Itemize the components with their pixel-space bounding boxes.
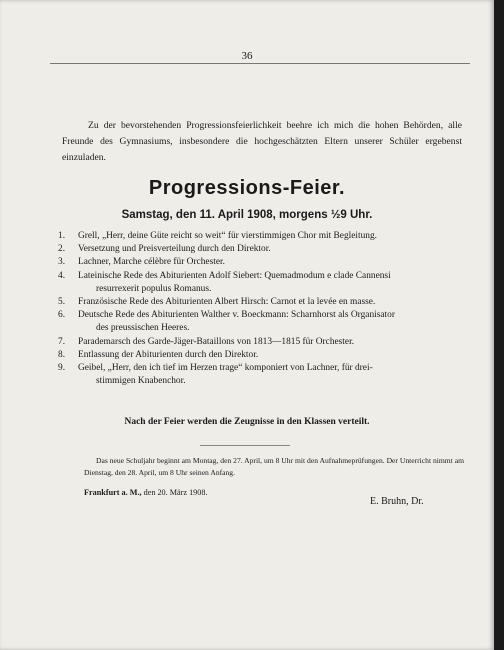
program-item-text: Deutsche Rede des Abiturienten Walther v. Boeckmann: Scharnhorst als Organisator xyxy=(78,310,395,321)
program-list xyxy=(58,230,466,388)
signature: E. Bruhn, Dr. xyxy=(370,496,424,507)
program-item xyxy=(58,230,466,243)
program-item-continuation: des preussischen Heeres. xyxy=(96,323,190,334)
program-item-number: 7. xyxy=(58,336,66,347)
place-name: Frankfurt a. M., xyxy=(84,488,142,497)
program-item-continuation: resurrexerit populus Romanus. xyxy=(96,283,212,294)
program-item xyxy=(58,270,466,296)
program-item-text: Französische Rede des Abiturienten Albert Hirsch: Carnot et la levée en masse. xyxy=(78,297,376,308)
document-date: den 20. März 1908. xyxy=(143,488,208,497)
program-item-number: 3. xyxy=(58,257,66,268)
page-title: Progressions-Feier. xyxy=(148,177,346,199)
program-item xyxy=(58,349,466,362)
event-date: Samstag, den 11. April 1908, morgens ½9 Uhr. xyxy=(121,209,373,221)
program-item xyxy=(58,336,466,349)
program-item-text: Lateinische Rede des Abiturienten Adolf Siebert: Quemadmodum e clade Cannensi xyxy=(78,270,391,281)
program-item-text: Parademarsch des Garde-Jäger-Bataillons von 1813—1815 für Orchester. xyxy=(78,336,355,347)
page-number: 36 xyxy=(241,50,253,62)
header-rule xyxy=(50,63,470,64)
program-item xyxy=(58,243,466,256)
program-item-number: 1. xyxy=(58,231,66,241)
program-item xyxy=(58,256,466,269)
school-year-notice xyxy=(84,455,464,479)
program-item-text: Entlassung der Abiturienten durch den Direktor. xyxy=(78,349,259,360)
program-item-text: Lachner, Marche célèbre für Orchester. xyxy=(78,257,225,268)
program-item-number: 6. xyxy=(58,310,66,321)
invitation-paragraph xyxy=(62,118,462,166)
program-item xyxy=(58,296,466,309)
notice-text: Das neue Schuljahr beginnt am Montag, den 27. April, um 8 Uhr mit den Aufnahmeprüfungen. Der Unterricht nimmt am Dienstag, den 28. April, um 8 Uhr seinen Anfang. xyxy=(84,456,464,477)
program-item xyxy=(58,362,466,388)
program-item xyxy=(58,309,466,335)
program-item-text: Grell, „Herr, deine Güte reicht so weit“ für vierstimmigen Chor mit Begleitung. xyxy=(78,231,378,241)
program-item-number: 8. xyxy=(58,349,66,360)
invitation-text: Zu der bevorstehenden Progressionsfeierlichkeit beehre ich mich die hohen Behörden, alle Freunde des Gymnasiums, insbesondere die hochgeschätzten Eltern unserer Schüler ergebenst einzuladen. xyxy=(62,120,462,163)
closing-note: Nach der Feier werden die Zeugnisse in den Klassen verteilt. xyxy=(124,417,370,427)
program-item-text: Geibel, „Herr, den ich tief im Herzen trage“ komponiert von Lachner, für drei- xyxy=(78,363,373,374)
program-item-number: 2. xyxy=(58,244,66,255)
program-item-text: Versetzung und Preisverteilung durch den Direktor. xyxy=(78,244,271,255)
divider xyxy=(200,445,290,446)
place-date-line xyxy=(84,488,208,497)
program-item-number: 5. xyxy=(58,297,66,308)
program-item-number: 4. xyxy=(58,270,66,281)
program-item-number: 9. xyxy=(58,363,66,374)
program-item-continuation: stimmigen Knabenchor. xyxy=(96,376,186,387)
